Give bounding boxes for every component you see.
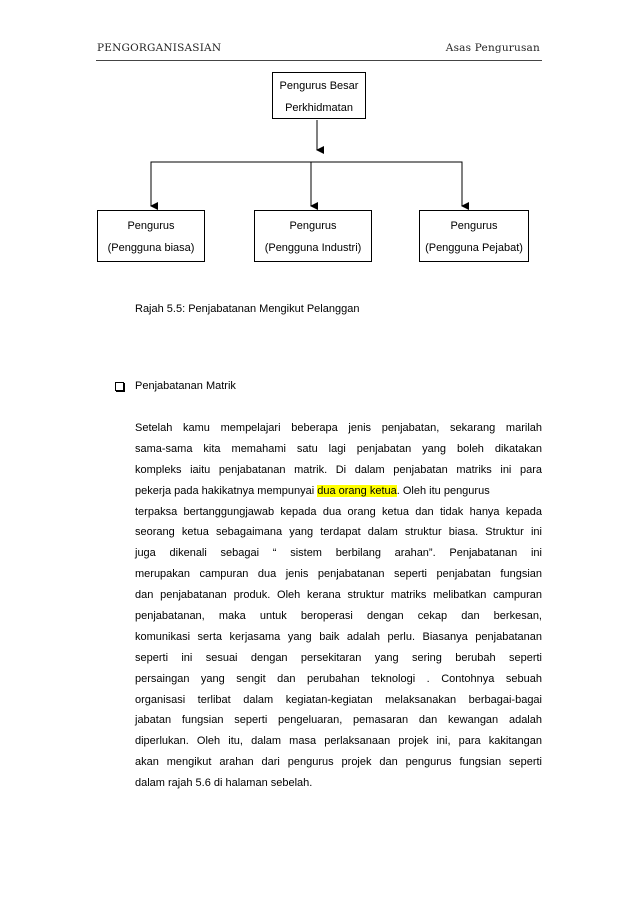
square-bullet-icon xyxy=(115,382,124,391)
highlighted-text: dua orang ketua xyxy=(317,484,397,497)
paragraph-line: terpaksa bertanggungjawab kepada dua orang ketua dan tidak hanya kepada xyxy=(135,505,542,518)
org-box-label: Perkhidmatan xyxy=(285,102,353,114)
body-paragraph xyxy=(135,418,542,794)
paragraph-line: jabatan fungsian seperti pengeluaran, pemasaran dan kewangan adalah xyxy=(135,714,542,727)
paragraph-line: dalam rajah 5.6 di halaman sebelah. xyxy=(135,777,313,790)
org-box-label: (Pengguna Industri) xyxy=(264,242,362,254)
paragraph-line: seorang ketua sebagaimana yang terdapat dalam struktur biasa. Struktur ini xyxy=(135,526,542,539)
paragraph-line: kompleks iaitu penjabatanan matrik. Di dalam penjabatan matriks ini para xyxy=(135,463,542,476)
connector-branch xyxy=(151,162,462,195)
org-box-label: (Pengguna Pejabat) xyxy=(425,242,523,254)
org-box-regular-users xyxy=(97,210,205,262)
figure-caption: Rajah 5.5: Penjabatanan Mengikut Pelanggan xyxy=(135,303,360,315)
paragraph-line: seperti ini sesuai dengan persekitaran yang sering berubah seperti xyxy=(135,651,542,664)
org-box-general-manager xyxy=(272,72,366,119)
paragraph-line: komunikasi serta kerjasama yang baik adalah perlu. Biasanya penjabatanan xyxy=(135,630,542,643)
org-box-industrial-users xyxy=(254,210,372,262)
header-title-right: Asas Pengurusan xyxy=(445,42,540,54)
org-box-label: Pengurus xyxy=(450,220,498,232)
paragraph-line: penjabatanan, maka untuk beroperasi dengan cekap dan berkesan, xyxy=(135,610,542,623)
paragraph-line: Setelah kamu mempelajari beberapa jenis penjabatan, sekarang marilah xyxy=(135,422,542,434)
paragraph-line: dan penjabatanan produk. Oleh kerana struktur matriks melibatkan campuran xyxy=(135,589,542,602)
paragraph-line: persaingan yang sengit dan perubahan teknologi . Contohnya sebuah xyxy=(135,672,542,685)
line-text: pekerja pada hakikatnya mempunyai xyxy=(135,484,318,497)
paragraph-line: merupakan campuran dua jenis penjabatanan seperti penjabatan fungsian xyxy=(135,568,542,581)
org-box-label: Pengurus xyxy=(289,220,337,232)
org-box-label: (Pengguna biasa) xyxy=(107,242,195,254)
paragraph-line xyxy=(135,481,542,502)
paragraph-line: organisasi terlibat dalam kegiatan-kegiatan melaksanakan berbagai-bagai xyxy=(135,693,542,706)
org-box-label: Pengurus Besar xyxy=(279,80,359,92)
header-title-left: PENGORGANISASIAN xyxy=(97,42,222,54)
paragraph-line: akan mengikut arahan dari pengurus projek dan pengurus fungsian seperti xyxy=(135,756,542,769)
paragraph-line: sama-sama kita memahami satu lagi penjabatan yang boleh dikatakan xyxy=(135,442,542,455)
paragraph-line: juga dikenali sebagai “ sistem berbilang arahan”. Penjabatanan ini xyxy=(135,547,542,560)
org-box-label: Pengurus xyxy=(127,220,175,232)
section-heading: Penjabatanan Matrik xyxy=(135,380,236,392)
org-box-office-users xyxy=(419,210,529,262)
line-text: . Oleh itu pengurus xyxy=(396,484,490,497)
paragraph-line: diperlukan. Oleh itu, dalam masa perlaksanaan projek ini, para kakitangan xyxy=(135,735,542,748)
